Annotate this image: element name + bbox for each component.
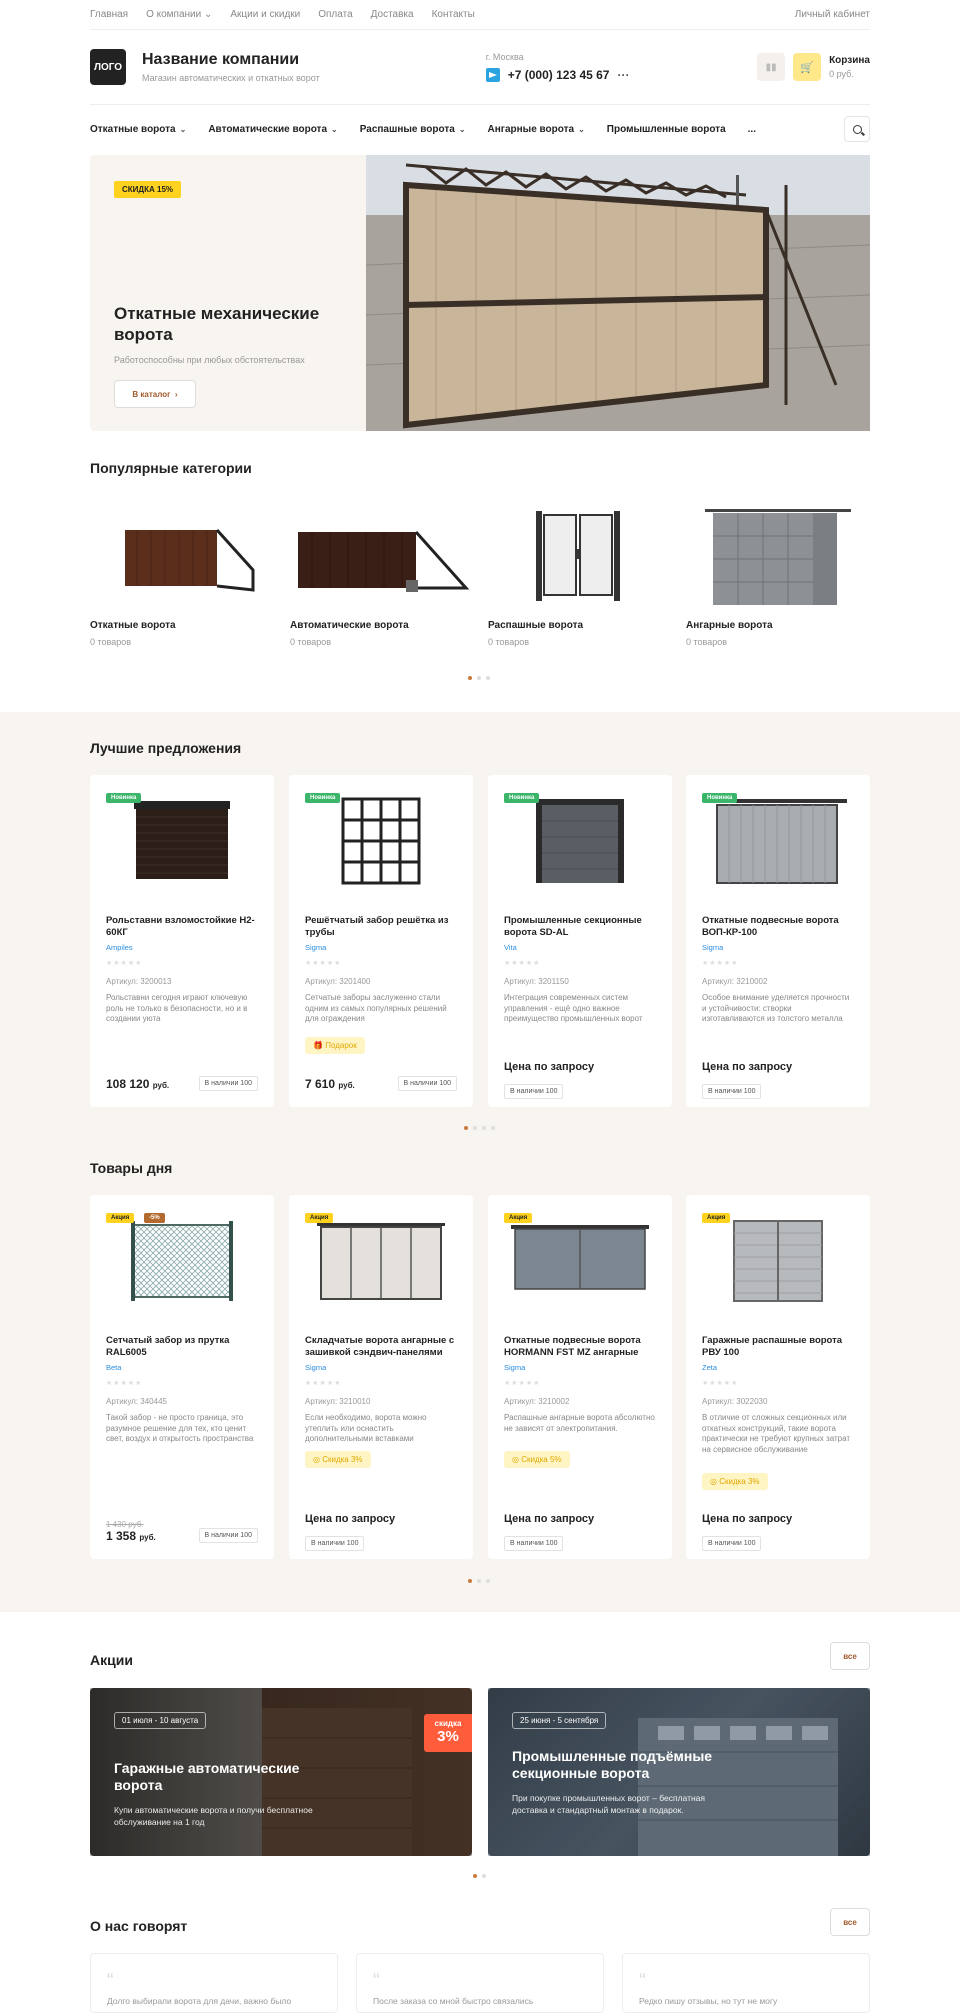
stock-badge: В наличии 100: [199, 1528, 258, 1543]
quote-icon: “: [373, 1970, 380, 1992]
cart-summary[interactable]: [829, 55, 870, 79]
product-card[interactable]: [289, 775, 473, 1107]
percent-icon: ◎: [313, 1455, 320, 1464]
pagination-dot[interactable]: [473, 1126, 477, 1130]
new-badge: Новинка: [106, 793, 141, 803]
hero-subtitle: Работоспособны при любых обстоятельствах: [114, 355, 305, 365]
cart-value: 0 руб.: [829, 69, 854, 79]
pagination-dot[interactable]: [491, 1126, 495, 1130]
product-price: [305, 1077, 355, 1091]
brand-block: [142, 51, 320, 83]
product-image: [702, 1211, 854, 1307]
price-on-request: Цена по запросу: [702, 1513, 793, 1525]
promos-section: [90, 1642, 870, 1672]
top-bar: [90, 0, 870, 30]
product-image: [305, 791, 457, 887]
category-card[interactable]: [90, 490, 270, 647]
review-card[interactable]: [622, 1953, 870, 2013]
discount-label: Скидка 3%: [322, 1455, 363, 1464]
stock-badge: В наличии 100: [398, 1076, 457, 1091]
product-article: Артикул: 3210002: [702, 977, 768, 986]
product-description: Распашные ангарные ворота абсолютно не зависят от электропитания.: [504, 1413, 655, 1433]
topbar-link-home[interactable]: Главная: [90, 9, 129, 20]
promo-title: Гаражные автоматические ворота: [114, 1760, 300, 1793]
category-image: [90, 490, 270, 620]
lattice-fence-illustration: [321, 791, 441, 887]
reviews-title: О нас говорят: [90, 1918, 188, 1934]
stock-badge: В наличии 100: [504, 1536, 563, 1551]
product-description: Особое внимание уделяется прочности и устойчивости: створки изготавливаются из толстого металла: [702, 993, 850, 1023]
product-card[interactable]: [686, 1195, 870, 1559]
search-icon: [853, 125, 862, 134]
categories-pagination: [468, 676, 490, 680]
category-image: [686, 490, 866, 620]
more-dots-icon[interactable]: ···: [617, 68, 630, 82]
topbar-link-sales[interactable]: Акции и скидки: [230, 9, 301, 20]
new-badge: Новинка: [702, 793, 737, 803]
product-name[interactable]: Откатные подвесные ворота HORMANN FST MZ ангарные: [504, 1335, 641, 1358]
discount-label: скидка: [434, 1719, 462, 1728]
category-count: 0 товаров: [488, 637, 530, 647]
hero-text: [90, 155, 366, 431]
product-brand[interactable]: Sigma: [305, 1363, 327, 1372]
gift-badge: [305, 1037, 365, 1054]
day-products-pagination: [468, 1579, 490, 1583]
product-article: Артикул: 340445: [106, 1397, 167, 1406]
stock-badge: В наличии 100: [199, 1076, 258, 1091]
rating-stars: ★★★★★: [305, 1380, 342, 1387]
price-on-request: Цена по запросу: [305, 1513, 396, 1525]
chevron-down-icon: ⌄: [331, 124, 338, 134]
compare-icon[interactable]: ▮▮: [757, 53, 785, 81]
nav-item-automatic[interactable]: [208, 124, 337, 135]
sale-badge: Акция: [106, 1213, 134, 1223]
product-card[interactable]: [289, 1195, 473, 1559]
categories-section: [90, 460, 870, 476]
price-on-request: Цена по запросу: [504, 1513, 595, 1525]
pagination-dot[interactable]: [477, 1579, 481, 1583]
promo-discount-badge: [424, 1714, 472, 1752]
category-name: Распашные ворота: [488, 620, 584, 631]
old-price: 1 430 руб.: [106, 1520, 144, 1529]
category-name: Автоматические ворота: [290, 620, 409, 631]
rating-stars: ★★★★★: [504, 1380, 541, 1387]
product-image: [702, 791, 854, 887]
percent-icon: ◎: [710, 1477, 717, 1486]
product-description: Интеграция современных систем управления - ещё одно важное преимущество промышленных ворот: [504, 993, 643, 1023]
contact-block: [486, 52, 630, 82]
sliding-gate-illustration: [366, 155, 870, 431]
product-name[interactable]: Откатные подвесные ворота ВОП-КР-100: [702, 915, 839, 938]
chevron-down-icon: ⌄: [578, 124, 585, 134]
category-count: 0 товаров: [290, 637, 332, 647]
chevron-right-icon: ›: [174, 389, 178, 399]
hero-title: Откатные механические ворота: [114, 304, 320, 344]
promo-card[interactable]: [488, 1688, 870, 1856]
nav-label: Автоматические ворота: [208, 123, 328, 135]
quote-icon: “: [107, 1970, 114, 1992]
categories-title: Популярные категории: [90, 460, 252, 476]
category-name: Откатные ворота: [90, 620, 176, 631]
price-on-request: Цена по запросу: [702, 1061, 793, 1073]
product-card[interactable]: [90, 1195, 274, 1559]
reviews-all-button[interactable]: все: [830, 1908, 870, 1936]
promo-description: Купи автоматические ворота и получи бесплатное обслуживание на 1 год: [114, 1805, 313, 1827]
reviews-section: [90, 1908, 870, 1938]
topbar-link-about-label: О компании: [146, 9, 202, 20]
price-on-request: Цена по запросу: [504, 1061, 595, 1073]
chevron-down-icon: ⌄: [179, 124, 187, 134]
nav-item-sliding[interactable]: [90, 124, 186, 135]
phone-number[interactable]: +7 (000) 123 45 67: [507, 68, 610, 82]
discount-badge: -5%: [144, 1213, 165, 1223]
review-card[interactable]: [356, 1953, 604, 2013]
mesh-fence-illustration: [117, 1211, 247, 1307]
nav-item-hangar[interactable]: [488, 124, 585, 135]
category-card[interactable]: [290, 490, 470, 647]
pagination-dot[interactable]: [468, 676, 472, 680]
hero-catalog-button[interactable]: [114, 380, 196, 408]
category-count: 0 товаров: [686, 637, 728, 647]
quote-icon: “: [639, 1970, 646, 1992]
hero-badge: СКИДКА 15%: [114, 181, 181, 198]
discount-label: Скидка 5%: [521, 1455, 562, 1464]
product-price: [106, 1077, 169, 1091]
pagination-dot[interactable]: [473, 1874, 477, 1878]
promos-pagination: [473, 1874, 486, 1878]
day-products-title: Товары дня: [90, 1160, 173, 1176]
product-article: Артикул: 3201150: [504, 977, 569, 986]
rating-stars: ★★★★★: [106, 1380, 143, 1387]
logo[interactable]: ЛОГО: [90, 49, 126, 85]
product-brand[interactable]: Sigma: [702, 943, 724, 952]
review-text: Редко пишу отзывы, но тут не могу: [639, 1996, 778, 2006]
telegram-icon[interactable]: [486, 68, 500, 82]
nav-label: Ангарные ворота: [487, 123, 575, 135]
price-value: 1 358: [106, 1529, 137, 1543]
gift-icon: 🎁: [313, 1041, 323, 1050]
product-article: Артикул: 3200013: [106, 977, 172, 986]
hormann-gate-illustration: [505, 1211, 655, 1307]
best-offers-pagination: [464, 1126, 495, 1130]
product-image: [305, 1211, 457, 1307]
topbar-link-payment[interactable]: Оплата: [318, 9, 353, 20]
pagination-dot[interactable]: [477, 676, 481, 680]
product-image: [504, 1211, 656, 1307]
hero-catalog-button-label: В каталог: [132, 389, 171, 399]
product-card[interactable]: [488, 775, 672, 1107]
hangar-gate-illustration: [701, 505, 851, 605]
product-article: Артикул: 3022030: [702, 1397, 768, 1406]
day-products-section: [90, 1160, 870, 1176]
pagination-dot[interactable]: [464, 1126, 468, 1130]
discount-label: Скидка 3%: [719, 1477, 760, 1486]
pagination-dot[interactable]: [468, 1579, 472, 1583]
product-name[interactable]: Гаражные распашные ворота РВУ 100: [702, 1335, 843, 1358]
nav-more[interactable]: ...: [747, 123, 756, 135]
product-card[interactable]: [686, 775, 870, 1107]
sectional-gate-illustration: [520, 791, 640, 887]
stock-badge: В наличии 100: [702, 1536, 761, 1551]
company-name: Название компании: [142, 51, 300, 68]
category-count: 0 товаров: [90, 637, 132, 647]
product-brand[interactable]: Sigma: [305, 943, 327, 952]
price-value: 108 120: [106, 1077, 150, 1091]
nav-label: Откатные ворота: [90, 123, 176, 135]
swing-gate-illustration: [518, 505, 638, 605]
promos-all-button[interactable]: все: [830, 1642, 870, 1670]
personal-cabinet-link[interactable]: Личный кабинет: [794, 9, 870, 20]
pagination-dot[interactable]: [482, 1126, 486, 1130]
cart-label: Корзина: [829, 55, 870, 66]
price-currency: руб.: [338, 1081, 355, 1090]
rating-stars: ★★★★★: [504, 960, 541, 967]
garage-swing-gate-illustration: [718, 1211, 838, 1307]
rating-stars: ★★★★★: [702, 1380, 739, 1387]
category-card[interactable]: [686, 490, 866, 647]
product-name[interactable]: Сетчатый забор из прутка RAL6005: [106, 1335, 230, 1358]
best-offers-section: [90, 740, 870, 756]
product-article: Артикул: 3210010: [305, 1397, 371, 1406]
product-name[interactable]: Промышленные секционные ворота SD-AL: [504, 915, 642, 938]
main-nav: [90, 112, 870, 146]
product-description: Если необходимо, ворота можно утеплить или оснастить дополнительными вставками: [305, 1413, 427, 1443]
nav-item-swing[interactable]: [360, 124, 466, 135]
new-badge: Новинка: [305, 793, 340, 803]
product-description: Сетчатые заборы заслуженно стали одним из самых популярных решений для ограждения: [305, 993, 447, 1023]
product-description: Рольставни сегодня играют ключевую роль не только в безопасности, но и в создании уюта: [106, 993, 248, 1023]
percent-icon: ◎: [512, 1455, 519, 1464]
best-offers-title: Лучшие предложения: [90, 740, 242, 756]
product-card[interactable]: [90, 775, 274, 1107]
promo-dates: 01 июля - 10 августа: [114, 1712, 206, 1729]
review-text: После заказа со мной быстро связались: [373, 1996, 534, 2006]
rating-stars: ★★★★★: [106, 960, 143, 967]
pagination-dot[interactable]: [482, 1874, 486, 1878]
nav-label: Распашные ворота: [359, 123, 455, 135]
discount-value: 3%: [437, 1728, 459, 1745]
promos-title: Акции: [90, 1652, 133, 1668]
category-card[interactable]: [488, 490, 668, 647]
topbar-link-delivery[interactable]: Доставка: [370, 9, 414, 20]
discount-chip: [305, 1451, 371, 1468]
product-name[interactable]: Рольставни взломостойкие H2-60КГ: [106, 915, 255, 938]
stock-badge: В наличии 100: [504, 1084, 563, 1099]
rating-stars: ★★★★★: [702, 960, 739, 967]
promo-title: Промышленные подъёмные секционные ворота: [512, 1748, 713, 1781]
pagination-dot[interactable]: [486, 1579, 490, 1583]
automatic-gate-illustration: [290, 510, 470, 600]
product-price: [106, 1529, 156, 1543]
product-article: Артикул: 3210002: [504, 1397, 570, 1406]
product-name[interactable]: Складчатые ворота ангарные с зашивкой сэндвич-панелями: [305, 1335, 455, 1358]
sliding-gate-brown-illustration: [105, 510, 255, 600]
product-brand[interactable]: Ampiles: [106, 943, 133, 952]
promo-description: При покупке промышленных ворот – бесплатная доставка и стандартный монтаж в подарок.: [512, 1793, 706, 1815]
chevron-down-icon: ⌄: [204, 9, 213, 20]
folding-hangar-gate-illustration: [311, 1211, 451, 1307]
product-image: [106, 791, 258, 887]
review-text: Долго выбирали ворота для дачи, важно было: [107, 1996, 292, 2006]
sale-badge: Акция: [504, 1213, 532, 1223]
category-image: [488, 490, 668, 620]
product-description: Такой забор - не просто граница, это разумное решение для тех, кто ценит свет, воздух и открытость пространства: [106, 1413, 254, 1443]
category-name: Ангарные ворота: [686, 620, 773, 631]
chevron-down-icon: ⌄: [458, 124, 466, 134]
discount-chip: [504, 1451, 570, 1468]
roller-shutter-illustration: [122, 791, 242, 887]
price-value: 7 610: [305, 1077, 336, 1091]
header: [90, 30, 870, 105]
nav-item-industrial[interactable]: Промышленные ворота: [606, 123, 726, 135]
company-tagline: Магазин автоматических и откатных ворот: [142, 73, 320, 83]
gift-label: Подарок: [325, 1041, 357, 1050]
promo-dates: 25 июня - 5 сентября: [512, 1712, 606, 1729]
topbar-link-contacts[interactable]: Контакты: [431, 9, 475, 20]
product-brand[interactable]: Zeta: [702, 1363, 718, 1372]
product-name[interactable]: Решётчатый забор решётка из трубы: [305, 915, 449, 938]
discount-chip: [702, 1473, 768, 1490]
sale-badge: Акция: [702, 1213, 730, 1223]
review-card[interactable]: [90, 1953, 338, 2013]
topbar-link-about[interactable]: [146, 9, 212, 20]
rating-stars: ★★★★★: [305, 960, 342, 967]
city-selector[interactable]: г. Москва: [485, 52, 524, 62]
hanging-gate-illustration: [703, 791, 853, 887]
new-badge: Новинка: [504, 793, 539, 803]
promo-card[interactable]: [90, 1688, 472, 1856]
cart-icon[interactable]: 🛒: [793, 53, 821, 81]
product-image: [504, 791, 656, 887]
search-button[interactable]: [844, 116, 870, 142]
sale-badge: Акция: [305, 1213, 333, 1223]
product-card[interactable]: [488, 1195, 672, 1559]
product-brand[interactable]: Vita: [504, 943, 517, 952]
stock-badge: В наличии 100: [702, 1084, 761, 1099]
product-article: Артикул: 3201400: [305, 977, 371, 986]
product-description: В отличие от сложных секционных или откатных конструкций, такие ворота практически не требуют крупных затрат на сервисное обслуживание: [702, 1413, 851, 1454]
product-brand[interactable]: Beta: [106, 1363, 122, 1372]
hero-banner[interactable]: [90, 155, 870, 431]
category-image: [290, 490, 470, 620]
price-currency: руб.: [152, 1081, 170, 1090]
stock-badge: В наличии 100: [305, 1536, 364, 1551]
price-currency: руб.: [139, 1533, 156, 1542]
product-brand[interactable]: Sigma: [504, 1363, 526, 1372]
hero-image: [366, 155, 870, 431]
phone-row: [486, 68, 630, 82]
pagination-dot[interactable]: [486, 676, 490, 680]
product-image: [106, 1211, 258, 1307]
